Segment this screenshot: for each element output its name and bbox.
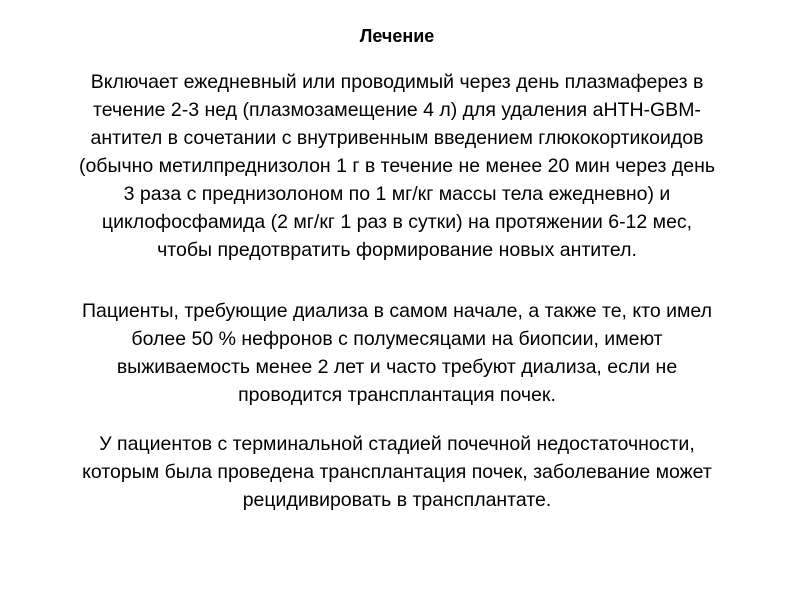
text-line: которым была проведена трансплантация почек, заболевание может <box>82 461 712 483</box>
prognosis-paragraph <box>0 297 794 409</box>
text-line: (обычно метилпреднизолон 1 г в течение не менее 20 мин через день <box>78 155 716 177</box>
recurrence-paragraph <box>0 430 794 514</box>
text-line: выживаемость менее 2 лет и часто требуют диализа, если не <box>116 356 678 378</box>
text-line: циклофосфамида (2 мг/кг 1 раз в сутки) на протяжении 6-12 мес, <box>101 211 693 233</box>
text-line: Включает ежедневный или проводимый через день плазмаферез в <box>90 71 704 93</box>
text-line: рецидивировать в трансплантате. <box>242 489 552 511</box>
text-line: более 50 % нефронов с полумесяцами на биопсии, имеют <box>131 328 663 350</box>
slide-title: Лечение <box>359 26 435 46</box>
text-line: Пациенты, требующие диализа в самом начале, а также те, кто имел <box>82 300 712 322</box>
text-line: У пациентов с терминальной стадией почечной недостаточности, <box>99 433 695 455</box>
text-line: течение 2-3 нед (плазмозамещение 4 л) для удаления аНТН-GBM- <box>93 99 701 121</box>
text-line: проводится трансплантация почек. <box>238 384 556 406</box>
text-line: 3 раза с преднизолоном по 1 мг/кг массы тела ежедневно) и <box>123 183 671 205</box>
text-line: антител в сочетании с внутривенным введением глюкокортикоидов <box>90 127 704 149</box>
text-line: чтобы предотвратить формирование новых антител. <box>157 239 637 261</box>
treatment-paragraph <box>0 68 794 264</box>
